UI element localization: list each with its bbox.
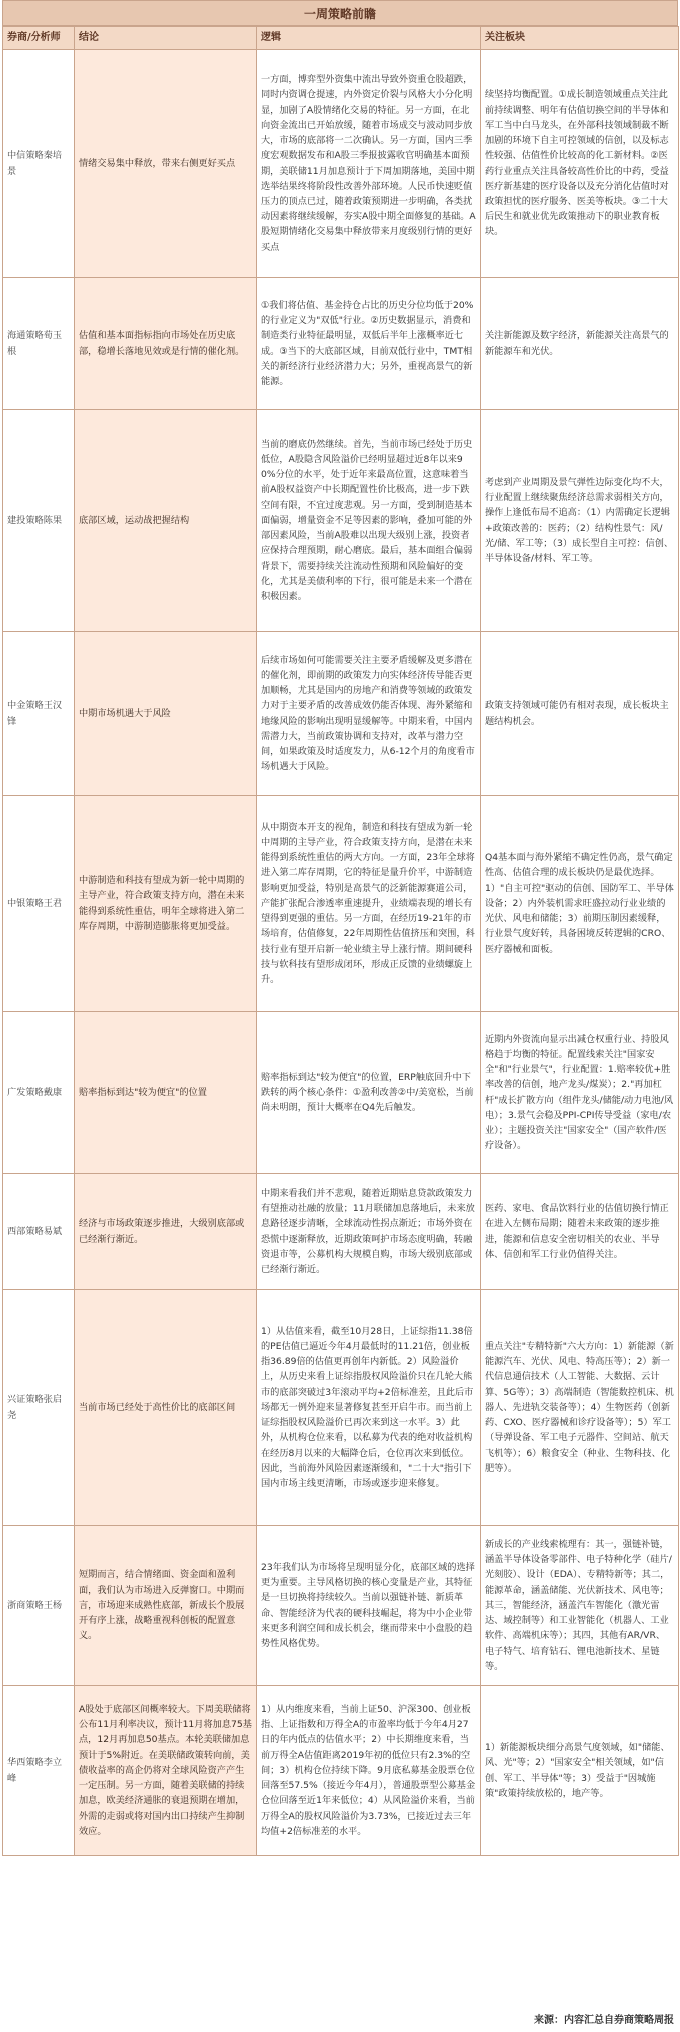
conclusion-cell: 情绪交易集中释放，带来右侧更好买点 [75, 50, 257, 278]
sector-cell: Q4基本面与海外紧缩不确定性仍高，景气确定性高、估值合理的成长板块仍是最优选择。1）"自主可控"驱动的信创、国防军工、半导体设备；2）内外装机需求旺盛拉动行业业绩的光伏、风电和储能；3）前期压制因素缓释，行业景气度好转，具备困境反转逻辑的CRO、医疗器械和面板。 [481, 796, 679, 1012]
logic-cell: ①我们将估值、基金持仓占比的历史分位均低于20%的行业定义为"双低"行业。②历史数据显示，消费和制造类行业特征最明显，双低后半年上涨概率近七成。③当下的大底部区域，目前双低行业中，TMT相关的新经济行业经济潜力大；另外，重视高景气的新能源。 [257, 278, 481, 410]
source-note: 来源：内容汇总自券商策略周报 [534, 2015, 674, 2026]
firm-cell: 海通策略荀玉根 [3, 278, 75, 410]
table-row [3, 410, 679, 632]
logic-cell: 赔率指标到达"较为便宜"的位置，ERP触底回升中下跌转的两个核心条件：①盈利改善②中/美宽松，当前尚未明朗，预计大概率在Q4先后触发。 [257, 1012, 481, 1174]
table-header-row [3, 27, 679, 50]
conclusion-cell: 中游制造和科技有望成为新一轮中周期的主导产业，符合政策支持方向，潜在未来能得到系统性重估，明年全球将进入第二库存周期，中游制造膨胀将更加受益。 [75, 796, 257, 1012]
sector-cell: 关注新能源及数字经济，新能源关注高景气的新能源车和光伏。 [481, 278, 679, 410]
firm-cell: 中金策略王汉锋 [3, 632, 75, 796]
table-row [3, 50, 679, 278]
sector-cell: 近期内外资流向显示出减仓权重行业、持股风格趋于均衡的特征。配置线索关注"国家安全"和"行业景气"，行业配置：1.赔率较优+胜率改善的信创，地产龙头/煤炭）；2."再加杠杆"成长扩散方向（组件龙头/储能/动力电池/风电）；3.景气会稳及PPI-CPI传导受益（家电/农业）；主题投资关注"国家安全"（国产软件/医疗设备）。 [481, 1012, 679, 1174]
firm-cell: 华西策略李立峰 [3, 1686, 75, 1856]
conclusion-cell: A股处于底部区间概率较大。下周美联储将公布11月利率决议，预计11月将加息75基点，12月再加息50基点。本轮美联储加息预计于5%附近。在美联储政策转向前，美债收益率的高企仍将对全球风险资产产生一定压制。另一方面，随着美联储的持续加息，欧美经济通胀的衰退预期在增加，外需的走弱或将对国内出口持续产生抑制效应。 [75, 1686, 257, 1856]
firm-cell: 中信策略秦培景 [3, 50, 75, 278]
firm-cell: 西部策略易斌 [3, 1174, 75, 1290]
sector-cell: 考虑到产业周期及景气弹性边际变化均不大，行业配置上继续聚焦经济总需求弱相关方向，操作上逢低布局不追高：（1）内需确定长逻辑+政策改善的：医药；（2）结构性景气：风/光/储、军工等；（3）成长型自主可控：信创、半导体设备/材料、军工等。 [481, 410, 679, 632]
table-row [3, 796, 679, 1012]
sector-cell: 续坚持均衡配置。①成长制造领域重点关注此前持续调整、明年有估值切换空间的半导体和军工当中白马龙头，在外部科技领域制裁不断加剧的环境下自主可控领域的信创，以及标志性较强、估值性价比较高的化工新材料。②医药行业重点关注具备较高性价比的中药，受益医疗新基建的医疗设备以及充分消化估值时对政策担忧的医疗服务、医美等板块。③二十大后民生和就业优先政策推动下的职业教育板块。 [481, 50, 679, 278]
firm-cell: 建投策略陈果 [3, 410, 75, 632]
conclusion-cell: 估值和基本面指标指向市场处在历史底部，稳增长落地见效或是行情的催化剂。 [75, 278, 257, 410]
header-firm: 券商/分析师 [3, 27, 75, 50]
conclusion-cell: 短期而言，结合情绪面、资金面和盈利面，我们认为市场进入反弹窗口。中期而言，市场迎来成熟性底部，新成长个股展开有序上涨，战略重视科创板的配置意义。 [75, 1526, 257, 1686]
conclusion-cell: 当前市场已经处于高性价比的底部区间 [75, 1290, 257, 1526]
sector-cell: 重点关注"专精特新"六大方向：1）新能源（新能源汽车、光伏、风电、特高压等）；2）新一代信息通信技术（人工智能、大数据、云计算、5G等）；3）高端制造（智能数控机床、机器人、先进轨交装备等）；4）生物医药（创新药、CXO、医疗器械和诊疗设备等）；5）军工（导弹设备、军工电子元器件、空间站、航天飞机等）；6）粮食安全（种业、生物科技、化肥等）。 [481, 1290, 679, 1526]
sector-cell: 医药、家电、食品饮料行业的估值切换行情正在进入左侧布局期；随着未来政策的逐步推进，能源和信息安全密切相关的农业、半导体、信创和军工行业仍值得关注。 [481, 1174, 679, 1290]
header-logic: 逻辑 [257, 27, 481, 50]
sector-cell: 政策支持领域可能仍有相对表现，成长板块主题结构机会。 [481, 632, 679, 796]
logic-cell: 一方面，博弈型外资集中流出导致外资重仓股超跌，同时内资调仓提速，内外资定价裂与风格大小分化明显，加剧了A股情绪化交易的特征。另一方面，在北向资金流出已开始放缓，随着市场成交与波动同步放大，市场的底部将一二次确认。另一方面，国内三季度宏观数据发布和A股三季报披露收官明确基本面预期，美联储11月加息预计于下周加期落地，美国中期选举结果终将阶段性改善外部环境。人民币快速贬值压力的顶点已过，随着政策预期进一步明确，各类扰动因素将继续缓解，夯实A股中期全面修复的基础。A股短期情绪化交易集中释放带来月度级别行情的更好买点 [257, 50, 481, 278]
logic-cell: 1）从内维度来看，当前上证50、沪深300、创业板指、上证指数和万得全A的市盈率均低于今年4月27日的年内低点的估值水平；2）中长期维度来看，当前万得全A估值距离2019年初的低位只有2.3%的空间；3）机构仓位持续下降。9月底私募基金股票仓位回落至57.5%（接近今年4月），普通股票型公募基金仓位回落至近1年来低位；4）从风险溢价来看，当前万得全A的股权风险溢价为3.73%，已接近过去三年均值+2倍标准差的水平。 [257, 1686, 481, 1856]
firm-cell: 广发策略戴康 [3, 1012, 75, 1174]
strategy-table [2, 26, 679, 1856]
logic-cell: 中期来看我们并不悲观，随着近期贴息贷款政策发力有望推动社融的放量；11月联储加息落地后，未来放息路径逐步清晰，全球流动性拐点渐近；市场外资在恐慌中逐渐释放，近期政策呵护市场态度明确，转融资退市等，公募机构大规模自购，市场大级别底部或已经渐行渐近。 [257, 1174, 481, 1290]
header-conclusion: 结论 [75, 27, 257, 50]
firm-cell: 兴证策略张启尧 [3, 1290, 75, 1526]
conclusion-cell: 中期市场机遇大于风险 [75, 632, 257, 796]
logic-cell: 后续市场如何可能需要关注主要矛盾缓解及更多潜在的催化剂，即前期的政策发力向实体经济传导能否更加顺畅，尤其是国内的房地产和消费等领域的政策发力对于主要矛盾的改善成效仍能否体现、海外紧缩和地缘风险的影响出现明显缓解等。中期来看，中国内需潜力大，当前政策协调和支持对，改革与潜力空间，如果政策及时适度发力，从6-12个月的角度看市场机遇大于风险。 [257, 632, 481, 796]
table-row [3, 632, 679, 796]
logic-cell: 当前的磨底仍然继续。首先，当前市场已经处于历史低位，A股隐含风险溢价已经明显超过近8年以来90%分位的水平，处于近年来最高位置，这意味着当前A股权益资产中长期配置性价比极高，进一步下跌空间有限，不宜过度悲观。另一方面，受到制造基本面偏弱，增量资金不足等因素的影响，叠加可能的外部因素风险，当前A股难以出现大级别上涨，投资者应保持合理预期，耐心磨底。最后，基本面组合偏弱背景下，需要持续关注流动性预期和风险偏好的变化，尤其是美债利率的下行，很可能是未来一个潜在积极因素。 [257, 410, 481, 632]
firm-cell: 中银策略王君 [3, 796, 75, 1012]
page-title: 一周策略前瞻 [2, 0, 678, 26]
table-row [3, 278, 679, 410]
firm-cell: 浙商策略王杨 [3, 1526, 75, 1686]
sector-cell: 新成长的产业线索梳理有：其一，强链补链，涵盖半导体设备零部件、电子特种化学（硅片/光刻胶）、设计（EDA）、专精特新等；其二，能源革命，涵盖储能、光伏新技术、风电等；其三，智能经济，涵盖汽车智能化（激光雷达、域控制等）和工业智能化（机器人、工业软件、高端机床等）；其四，其他有AR/VR、电子特气、培育钻石、锂电池新技术、星链等。 [481, 1526, 679, 1686]
table-row [3, 1174, 679, 1290]
header-sector: 关注板块 [481, 27, 679, 50]
logic-cell: 23年我们认为市场将呈现明显分化，底部区域的选择更为重要。主导风格切换的核心变量是产业，其特征是一旦切换将持续较久。当前以强链补链、新质革命、智能经济为代表的硬科技崛起，将为中小企业带来更多利润空间和成长机会，继而带来中小盘股的趋势性风格优势。 [257, 1526, 481, 1686]
logic-cell: 1）从估值来看，截至10月28日，上证综指11.38倍的PE估值已逼近今年4月最低时的11.21倍，创业板指36.89倍的估值更再创年内新低。2）风险溢价上，从历史来看上证综指股权风险溢价只在几轮大熊市的底部突破过3年滚动平均+2倍标准差，且此后市场都无一例外迎来显著修复甚至开启牛市。而当前上证综指股权风险溢价已再次来到这一水平。3）此外，从机构仓位来看，以私募为代表的绝对收益机构在经历8月以来的大幅降仓后，仓位再次来到低位。因此，当前海外风险因素逐渐缓和，"二十大"指引下国内市场主线更清晰，市场或逐步迎来修复。 [257, 1290, 481, 1526]
logic-cell: 从中期资本开支的视角，制造和科技有望成为新一轮中周期的主导产业，符合政策支持方向，是潜在未来能得到系统性重估的两大方向。一方面，23年全球将进入第二库存周期，它的特征是量升价平，中游制造影响更加受益，特别是高景气的泛新能源赛道公司，产能扩张配合渗透率重速提升，业绩端表现的增长有望得到更强的重估。另一方面，在经历19-21年的市场培育，估值修复，22年周期性估值挤压和突围，科技行业有望开启新一轮业绩主导上涨行情。期间硬科技与软科技有望形成闭环，形成正反馈的业绩螺旋上升。 [257, 796, 481, 1012]
table-row [3, 1686, 679, 1856]
table-row [3, 1012, 679, 1174]
table-row [3, 1526, 679, 1686]
conclusion-cell: 底部区域，运动战把握结构 [75, 410, 257, 632]
conclusion-cell: 赔率指标到达"较为便宜"的位置 [75, 1012, 257, 1174]
conclusion-cell: 经济与市场政策逐步推进，大级别底部或已经渐行渐近。 [75, 1174, 257, 1290]
table-row [3, 1290, 679, 1526]
sector-cell: 1）新能源板块细分高景气度领域，如"储能、风、光"等；2）"国家安全"相关领域，如"信创、军工、半导体"等；3）受益于"因城施策"政策持续放松的，地产等。 [481, 1686, 679, 1856]
